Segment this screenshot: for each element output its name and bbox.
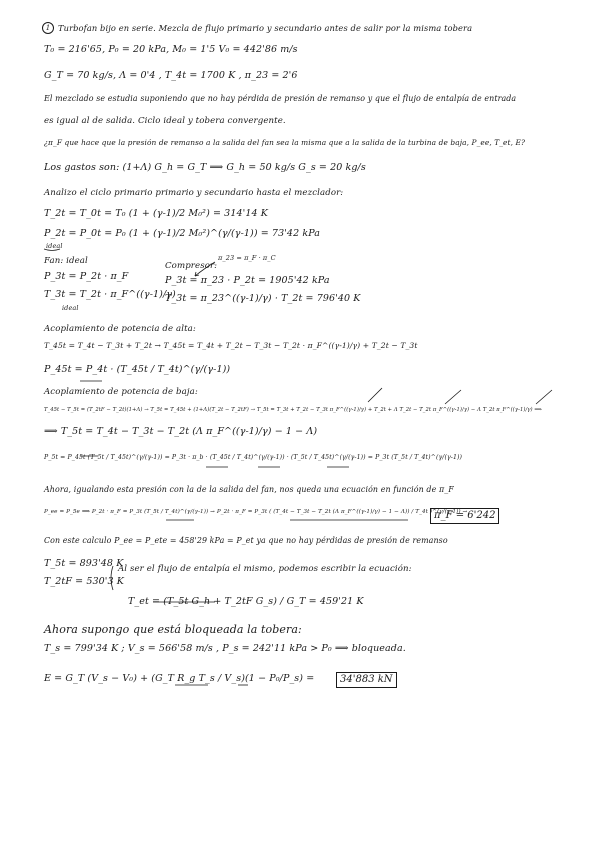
- line-T2t: T_2t = T_0t = T₀ (1 + (γ-1)/2 M₀²) = 314'14 K: [44, 208, 268, 219]
- label-ideal-1: ideal: [46, 242, 63, 250]
- line-Tet: T_et = (T_5t G_h + T_2tF G_s) / G_T = 459'21 K: [128, 596, 364, 607]
- line-analysis-heading: Analizo el ciclo primario primario y secundario hasta el mezclador:: [44, 188, 344, 198]
- line-comp-T3t: T_3t = π_23^((γ-1)/γ) · T_2t = 796'40 K: [165, 293, 361, 304]
- line-comp-P3t: P_3t = π_23 · P_2t = 1905'42 kPa: [165, 275, 330, 286]
- line-T5t-derivation: T_45t − T_5t = (T_2tF − T_2t)(1+Λ) → T_5t = T_45t + (1+Λ)(T_2t − T_2tF) → T_5t = T_3t + T_2t − T_3t π_F^((γ-1)/γ) + T_2t + Λ T_2t − T_2t π_F^((γ-1)/γ) − Λ T_2t π_F^((γ-1)/γ) ⟹: [44, 407, 542, 413]
- strike-1: [368, 388, 382, 402]
- line-statement-2: es igual al de salida. Ciclo ideal y tobera convergente.: [44, 116, 286, 126]
- line-statement-1: El mezclado se estudia suponiendo que no hay pérdida de presión de remanso y que el flujo de entalpía de entrada: [44, 94, 517, 103]
- label-fan: Fan: ideal: [44, 256, 88, 266]
- line-nozzle-choked-assumption: Ahora supongo que está bloqueada la tobera:: [44, 623, 302, 636]
- line-P2t: P_2t = P_0t = P₀ (1 + (γ-1)/2 M₀²)^(γ/(γ-1)) = 73'42 kPa: [44, 228, 321, 239]
- line-title: Turbofan bijo en serie. Mezcla de flujo primario y secundario antes de salir por la misma tobera: [58, 23, 473, 33]
- line-question: ¿π_F que hace que la presión de remanso a la salida del fan sea la misma que a la salida de la turbina de baja, P_ee, T_et, E?: [44, 138, 526, 147]
- line-nozzle-values: T_s = 799'34 K ; V_s = 566'58 m/s , P_s = 242'11 kPa > P₀ ⟹ bloqueada.: [44, 643, 406, 654]
- heading-low-power-coupling: Acoplamiento de potencia de baja:: [44, 387, 198, 397]
- result-thrust: 34'883 kN: [336, 672, 397, 688]
- line-mass-flows: Los gastos son: (1+Λ) G_h = G_T ⟹ G_h = 50 kg/s G_s = 20 kg/s: [44, 162, 366, 173]
- line-Pee-result: Con este calculo P_ee = P_ete = 458'29 kPa = P_et ya que no hay pérdidas de presión de remanso: [44, 536, 448, 545]
- label-pi23: π_23 = π_F · π_C: [218, 254, 276, 262]
- result-piF: π_F = 6'242: [430, 508, 499, 524]
- line-piF-equation: P_ee = P_5e ⟹ P_2t · π_F = P_3t (T_5t / T_4t)^(γ/(γ-1)) → P_2t · π_F = P_3t ( (T_4t − T_3t − T_2t (Λ π_F^((γ-1)/γ) − 1 − Λ)) / T_4t )^(γ/(γ-1)) →: [44, 509, 468, 515]
- line-given-2: G_T = 70 kg/s, Λ = 0'4 , T_4t = 1700 K , π_23 = 2'6: [44, 70, 298, 81]
- line-P5t: P_5t = P_45t (T_5t / T_45t)^(γ/(γ-1)) = P_3t · π_b · (T_45t / T_4t)^(γ/(γ-1)) · (T_5t / T_45t)^(γ/(γ-1)) = P_3t (T_5t / T_4t)^(γ/(γ-1)): [44, 454, 463, 461]
- label-compresor: Compresor:: [165, 261, 218, 271]
- line-enthalpy-flow: Al ser el flujo de entalpía el mismo, podemos escribir la ecuación:: [118, 564, 412, 574]
- strike-2: [445, 390, 461, 404]
- line-equate-pressure: Ahora, igualando esta presión con la de la salida del fan, nos queda una ecuación en función de π_F: [44, 485, 454, 494]
- problem-number-circle: 1: [42, 22, 54, 34]
- strike-3: [536, 390, 552, 404]
- line-T2tF-value: T_2tF = 530'3 K: [44, 576, 124, 587]
- line-fan-P3t: P_3t = P_2t · π_F: [44, 271, 129, 282]
- line-fan-T3t: T_3t = T_2t · π_F^((γ-1)/γ): [44, 289, 176, 300]
- label-ideal-2: ideal: [62, 304, 79, 312]
- line-T45t: T_45t = T_4t − T_3t + T_2t → T_45t = T_4t + T_2t − T_3t − T_2t · π_F^((γ-1)/γ) + T_2t − T_3t: [44, 341, 418, 350]
- line-P45t: P_45t = P_4t · (T_45t / T_4t)^(γ/(γ-1)): [44, 364, 231, 375]
- line-given-1: T₀ = 216'65, P₀ = 20 kPa, M₀ = 1'5 V₀ = 442'86 m/s: [44, 44, 298, 55]
- line-T5t-value: T_5t = 893'48 K: [44, 558, 124, 569]
- line-T5t-result: ⟹ T_5t = T_4t − T_3t − T_2t (Λ π_F^((γ-1)/γ) − 1 − Λ): [44, 426, 318, 437]
- heading-high-power-coupling: Acoplamiento de potencia de alta:: [44, 324, 196, 334]
- line-thrust-equation: E = G_T (V_s − V₀) + (G_T R_g T_s / V_s)(1 − P₀/P_s) =: [44, 673, 315, 684]
